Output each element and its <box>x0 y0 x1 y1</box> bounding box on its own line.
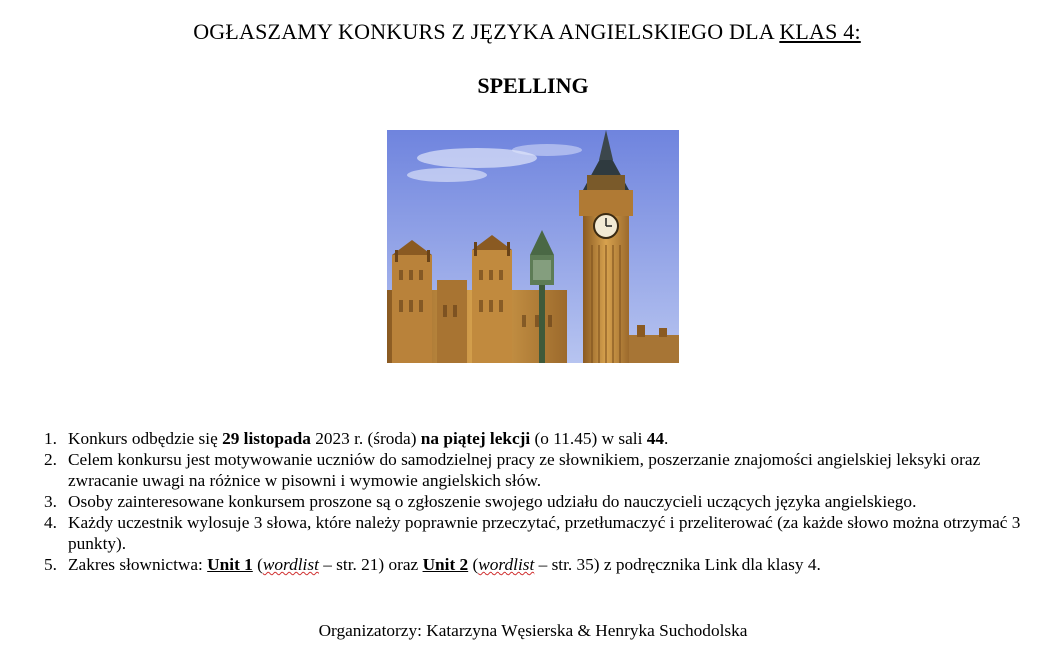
rule-text: na piątej lekcji <box>420 429 531 448</box>
rule-number: 1. <box>44 429 57 448</box>
rule-text: ( <box>252 555 263 574</box>
rule-item <box>40 512 1040 554</box>
rule-number: 3. <box>44 492 57 511</box>
rule-text: Osoby zainteresowane konkursem proszone są o zgłoszenie swojego udziału do nauczycieli uczących języka angielskiego. <box>68 492 917 511</box>
rule-item <box>40 449 1040 491</box>
organizers: Organizatorzy: Katarzyna Węsierska & Henryka Suchodolska <box>318 621 748 640</box>
rule-text: Zakres słownictwa: <box>68 555 208 574</box>
rule-item <box>40 554 1040 575</box>
rule-text: Każdy uczestnik wylosuje 3 słowa, które należy poprawnie przeczytać, przetłumaczyć i przeliterować (za każde słowo można otrzymać 3 punkty). <box>68 513 1021 553</box>
rule-text: wordlist <box>478 555 535 574</box>
rule-text: Unit 1 <box>207 555 253 574</box>
rule-text: – str. 21) oraz <box>318 555 423 574</box>
rule-number: 2. <box>44 450 57 469</box>
page-subtitle: SPELLING <box>477 73 589 98</box>
rule-text: Celem konkursu jest motywowanie uczniów do samodzielnej pracy ze słownikiem, poszerzanie znajomości angielskiej leksyki oraz zwracanie uwagi na różnice w pisowni i wymowie angielskich słów. <box>68 450 981 490</box>
rules-list <box>40 428 1040 575</box>
big-ben-photo <box>387 130 679 363</box>
rule-text: 2023 r. (środa) <box>310 429 421 448</box>
rule-text: (o 11.45) w sali <box>530 429 647 448</box>
page-title <box>0 19 1054 45</box>
rule-number: 4. <box>44 513 57 532</box>
rule-item <box>40 491 1040 512</box>
rule-text: 44 <box>646 429 664 448</box>
rule-text: . <box>664 429 669 448</box>
rule-item <box>40 428 1040 449</box>
rule-text: wordlist <box>262 555 319 574</box>
title-prefix: OGŁASZAMY KONKURS Z JĘZYKA ANGIELSKIEGO DLA <box>193 19 780 44</box>
rule-text: – str. 35) z podręcznika Link dla klasy 4. <box>534 555 821 574</box>
rule-text: Konkurs odbędzie się <box>68 429 223 448</box>
rule-number: 5. <box>44 555 57 574</box>
rule-text: Unit 2 <box>422 555 469 574</box>
title-underlined: KLAS 4: <box>779 19 861 44</box>
rule-text: 29 listopada <box>222 429 311 448</box>
rule-text: ( <box>468 555 479 574</box>
